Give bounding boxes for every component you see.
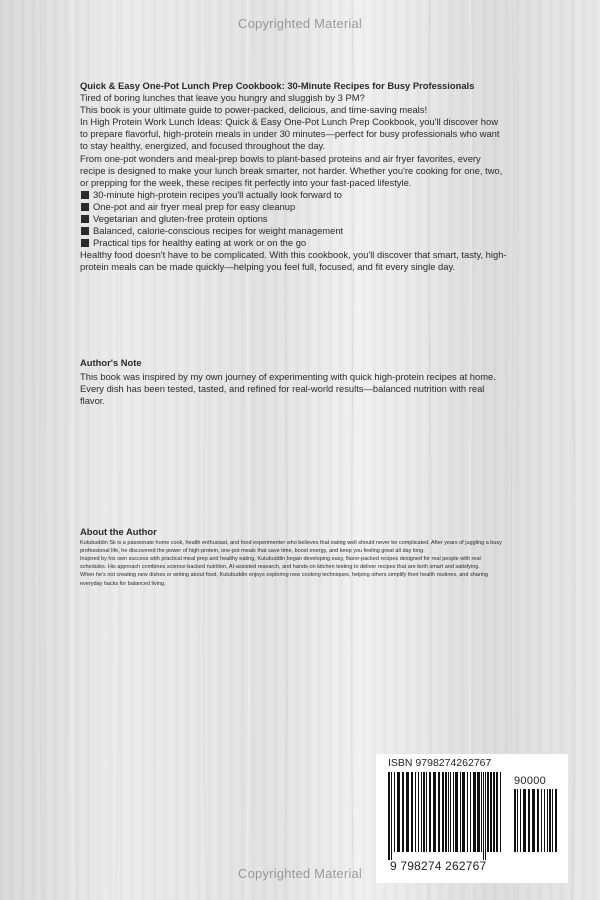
- barcode-bar: [470, 772, 471, 852]
- barcode-bar: [411, 772, 413, 852]
- barcode-bar: [406, 772, 409, 852]
- barcode-bar: [402, 772, 404, 852]
- barcode-bar: [547, 789, 548, 852]
- barcode-bar: [418, 772, 419, 852]
- feature-text: Balanced, calorie-conscious recipes for weight management: [93, 225, 344, 237]
- feature-text: Vegetarian and gluten-free protein options: [93, 213, 268, 225]
- barcode-bar: [391, 772, 392, 860]
- square-bullet-icon: [81, 239, 89, 247]
- feature-bullet: [80, 213, 508, 225]
- barcode-bar: [555, 789, 557, 852]
- feature-text: Practical tips for healthy eating at work or on the go: [93, 237, 307, 249]
- description-closing: Healthy food doesn't have to be complicated. With this cookbook, you'll discover that smart, tasty, high-protein meals can be made quickly—helping you feel full, focused, and fit every single day.: [80, 249, 507, 273]
- barcode-bar: [388, 772, 390, 860]
- barcode-bar: [532, 789, 535, 852]
- barcode-bar: [467, 772, 468, 852]
- authors-note-heading: Author's Note: [80, 357, 142, 368]
- book-title: Quick & Easy One-Pot Lunch Prep Cookbook: 30-Minute Recipes for Busy Professionals: [80, 80, 475, 91]
- barcode-bar: [442, 772, 444, 852]
- barcode-bar: [483, 772, 484, 860]
- barcode-bar: [477, 772, 480, 852]
- barcode-bar: [481, 772, 482, 852]
- barcode-bar: [415, 772, 416, 852]
- feature-bullet: [80, 225, 508, 237]
- addon-barcode: [514, 789, 560, 860]
- barcode-bar: [460, 772, 461, 852]
- barcode-bar: [438, 772, 440, 852]
- barcode-bar: [455, 772, 458, 852]
- barcode-bar: [523, 789, 526, 852]
- description-paragraph: In High Protein Work Lunch Ideas: Quick & Easy One-Pot Lunch Prep Cookbook, you'll discover how to prepare flavorful, high-protein meals in under 30 minutes—perfect for busy professionals who want to stay healthy, energized, and focused throughout the day.: [80, 116, 500, 152]
- about-author-heading: About the Author: [80, 526, 157, 537]
- description-paragraph: From one-pot wonders and meal-prep bowls to plant-based proteins and air fryer favorites, every recipe is designed to make your lunch break smarter, not harder. Whether you're cooking for one, two, or prepping for the week, these recipes fit perfectly into your fast-paced lifestyle.: [80, 152, 503, 188]
- barcode-bar: [549, 789, 551, 852]
- barcode-bar: [397, 772, 400, 852]
- barcode-bar: [453, 772, 454, 852]
- barcode-bar: [544, 789, 545, 852]
- barcode-bar: [473, 772, 476, 852]
- square-bullet-icon: [81, 203, 89, 211]
- authors-note: [80, 357, 508, 407]
- barcode-bar: [485, 772, 486, 860]
- authors-note-text: This book was inspired by my own journey of experimenting with quick high-protein recipes at home. Every dish has been tested, tasted, and refined for real-world results—balanced nutrition with real flavor.: [80, 371, 496, 407]
- feature-bullet: [80, 189, 508, 201]
- barcode-bar: [541, 789, 542, 852]
- isbn-label: ISBN 9798274262767: [388, 757, 492, 769]
- square-bullet-icon: [81, 227, 89, 235]
- barcode-bar: [496, 772, 498, 852]
- description-paragraph: This book is your ultimate guide to power-packed, delicious, and time-saving meals!: [80, 104, 428, 116]
- barcode-bar: [552, 789, 553, 852]
- barcode-bar: [426, 772, 427, 852]
- about-author-paragraph: When he's not creating new dishes or writing about food, Kutubuddin enjoys exploring new cooking techniques, helping others simplify their health routines, and sharing everyday hacks for balanced living.: [80, 572, 488, 587]
- barcode-bar: [429, 772, 431, 852]
- barcode-bar: [493, 772, 495, 852]
- square-bullet-icon: [81, 215, 89, 223]
- barcode-bar: [394, 772, 395, 852]
- about-the-author: [80, 526, 508, 588]
- description-paragraph: Tired of boring lunches that leave you hungry and sluggish by 3 PM?: [80, 92, 365, 104]
- feature-text: One-pot and air fryer meal prep for easy cleanup: [93, 200, 296, 212]
- feature-bullet: [80, 237, 508, 249]
- barcode-bar: [421, 772, 422, 852]
- barcode-bar: [490, 772, 492, 852]
- barcode-bar: [487, 772, 489, 852]
- isbn-barcode-box: [376, 754, 568, 883]
- watermark-bottom: Copyrighted Material: [238, 866, 362, 881]
- barcode-bar: [517, 789, 518, 852]
- barcode-bar: [514, 789, 516, 852]
- about-author-paragraph: Inspired by his own success with practical meal prep and healthy eating, Kutubuddin began developing easy, flavor-packed recipes designed for real people with real schedules. His approach combines science-backed nutrition, AI-assisted research, and hands-on kitchen testing to deliver recipes that are both smart and satisfying.: [80, 556, 481, 571]
- square-bullet-icon: [81, 191, 89, 199]
- barcode-bar: [423, 772, 425, 852]
- barcode-bar: [433, 772, 436, 852]
- feature-bullet: [80, 201, 508, 213]
- barcode-bar: [445, 772, 447, 852]
- book-description: [80, 80, 508, 274]
- watermark-top: Copyrighted Material: [238, 16, 362, 31]
- about-author-paragraph: Kutubuddin Sk is a passionate home cook, health enthusiast, and food experimenter who believes that eating well should never be complicated. After years of juggling a busy professional life, he discovered the power of high-protein, one-pot meals that save time, boost energy, and keep you feeling great all day long.: [80, 540, 502, 555]
- feature-text: 30-minute high-protein recipes you'll actually look forward to: [93, 188, 342, 200]
- barcode-bar: [537, 789, 539, 852]
- barcode-bar: [450, 772, 451, 852]
- barcode-bar: [520, 789, 521, 852]
- ean13-barcode: [388, 772, 504, 860]
- barcode-digits: 9 798274 262767: [390, 859, 487, 873]
- barcode-bar: [528, 789, 530, 852]
- barcode-bar: [500, 772, 501, 852]
- price-addon-digits: 90000: [514, 775, 547, 787]
- barcode-bar: [448, 772, 449, 852]
- barcode-bar: [462, 772, 465, 852]
